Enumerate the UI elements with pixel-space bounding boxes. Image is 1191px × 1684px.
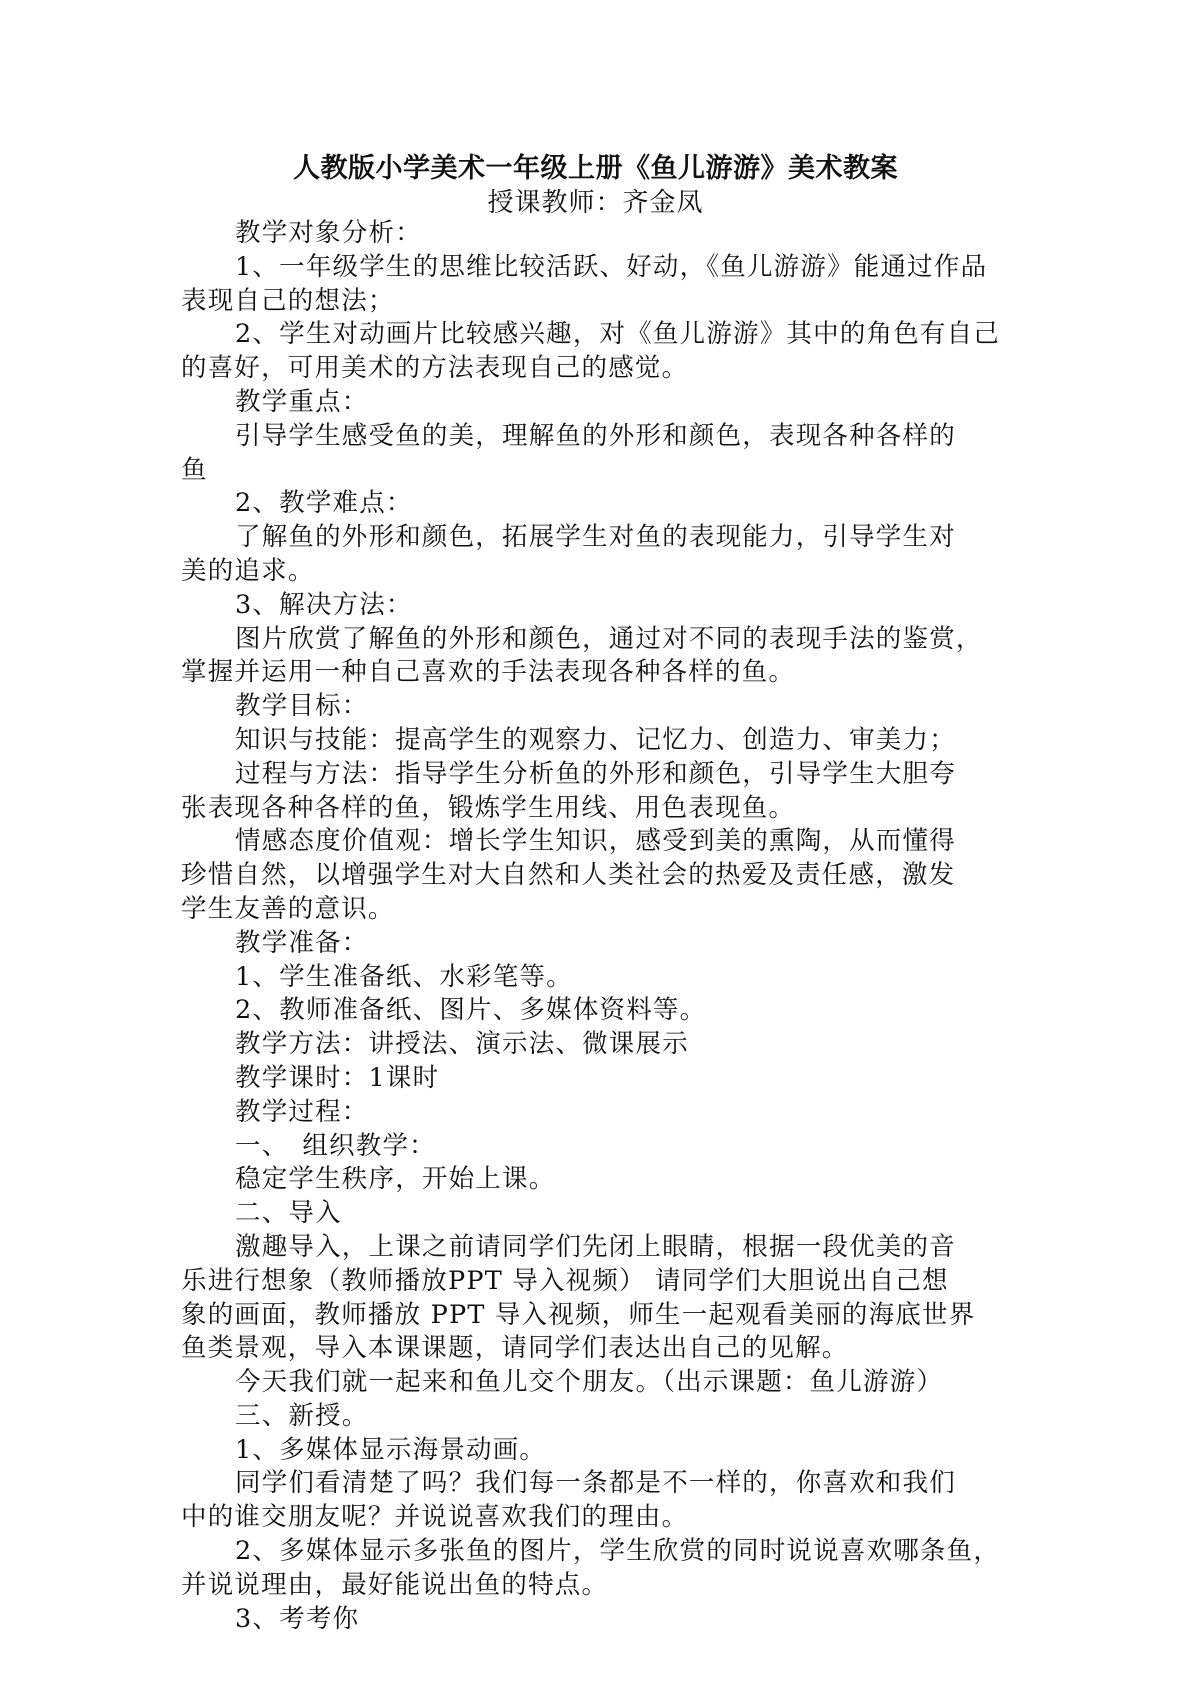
text-line: 中的谁交朋友呢？并说说喜欢我们的理由。 <box>181 1502 689 1533</box>
text-line: 引导学生感受鱼的美，理解鱼的外形和颜色，表现各种各样的 <box>235 420 956 451</box>
text-line: 同学们看清楚了吗？我们每一条都是不一样的，你喜欢和我们 <box>235 1468 956 1499</box>
text-line: 学生友善的意识。 <box>181 893 395 924</box>
text-line: 教学对象分析： <box>235 218 422 248</box>
text-line: 教学方法：讲授法、演示法、微课展示 <box>235 1029 689 1060</box>
text-line: 教学课时：1课时 <box>235 1062 440 1093</box>
text-line: 激趣导入，上课之前请同学们先闭上眼睛，根据一段优美的音 <box>235 1231 956 1262</box>
text-line: 图片欣赏了解鱼的外形和颜色，通过对不同的表现手法的鉴赏， <box>235 623 983 654</box>
text-line: 今天我们就一起来和鱼儿交个朋友。（出示课题：鱼儿游游） <box>235 1367 944 1398</box>
text-line: 知识与技能：提高学生的观察力、记忆力、创造力、审美力； <box>235 724 956 755</box>
text-line: 教学过程： <box>235 1096 369 1127</box>
text-line: 表现自己的想法； <box>181 285 395 316</box>
document-body <box>181 217 1011 1636</box>
text-line: 一、 组织教学： <box>235 1130 436 1161</box>
text-line: 象的画面，教师播放 PPT 导入视频，师生一起观看美丽的海底世界 <box>181 1299 976 1330</box>
text-line: 2、教师准备纸、图片、多媒体资料等。 <box>235 995 707 1026</box>
text-line: 鱼类景观，导入本课课题，请同学们表达出自己的见解。 <box>181 1333 849 1364</box>
text-line: 过程与方法：指导学生分析鱼的外形和颜色，引导学生大胆夸 <box>235 758 956 789</box>
text-line: 鱼 <box>181 454 208 485</box>
text-line: 的喜好，可用美术的方法表现自己的感觉。 <box>181 353 689 384</box>
text-line: 掌握并运用一种自己喜欢的手法表现各种各样的鱼。 <box>181 657 796 688</box>
text-line: 教学目标： <box>235 691 369 722</box>
text-line: 情感态度价值观：增长学生知识，感受到美的熏陶，从而懂得 <box>235 826 956 857</box>
text-line: 教学准备： <box>235 927 369 958</box>
teacher-line: 授课教师：齐金凤 <box>487 188 704 218</box>
text-line: 1、一年级学生的思维比较活跃、好动，《鱼儿游游》能通过作品 <box>235 251 988 282</box>
text-line: 三、新授。 <box>235 1400 369 1431</box>
text-line: 2、学生对动画片比较感兴趣，对《鱼儿游游》其中的角色有自己 <box>235 319 1001 350</box>
text-line: 乐进行想象（教师播放PPT 导入视频） 请同学们大胆说出自己想 <box>181 1265 949 1296</box>
text-line: 2、教学难点： <box>235 488 413 519</box>
text-line: 2、多媒体显示多张鱼的图片，学生欣赏的同时说说喜欢哪条鱼， <box>235 1536 1001 1567</box>
text-line: 3、考考你 <box>235 1603 360 1634</box>
text-line: 二、导入 <box>235 1198 342 1229</box>
text-line: 张表现各种各样的鱼，锻炼学生用线、用色表现鱼。 <box>181 792 796 823</box>
text-line: 教学重点： <box>235 386 369 417</box>
text-line: 美的追求。 <box>181 555 315 586</box>
text-line: 1、学生准备纸、水彩笔等。 <box>235 961 573 992</box>
text-line: 1、多媒体显示海景动画。 <box>235 1434 547 1465</box>
text-line: 了解鱼的外形和颜色，拓展学生对鱼的表现能力，引导学生对 <box>235 522 956 553</box>
text-line: 3、解决方法： <box>235 589 413 620</box>
text-line: 并说说理由，最好能说出鱼的特点。 <box>181 1569 609 1600</box>
text-line: 珍惜自然，以增强学生对大自然和人类社会的热爱及责任感，激发 <box>181 860 956 891</box>
text-line: 稳定学生秩序，开始上课。 <box>235 1164 556 1195</box>
document-title: 人教版小学美术一年级上册《鱼儿游游》美术教案 <box>293 153 898 184</box>
